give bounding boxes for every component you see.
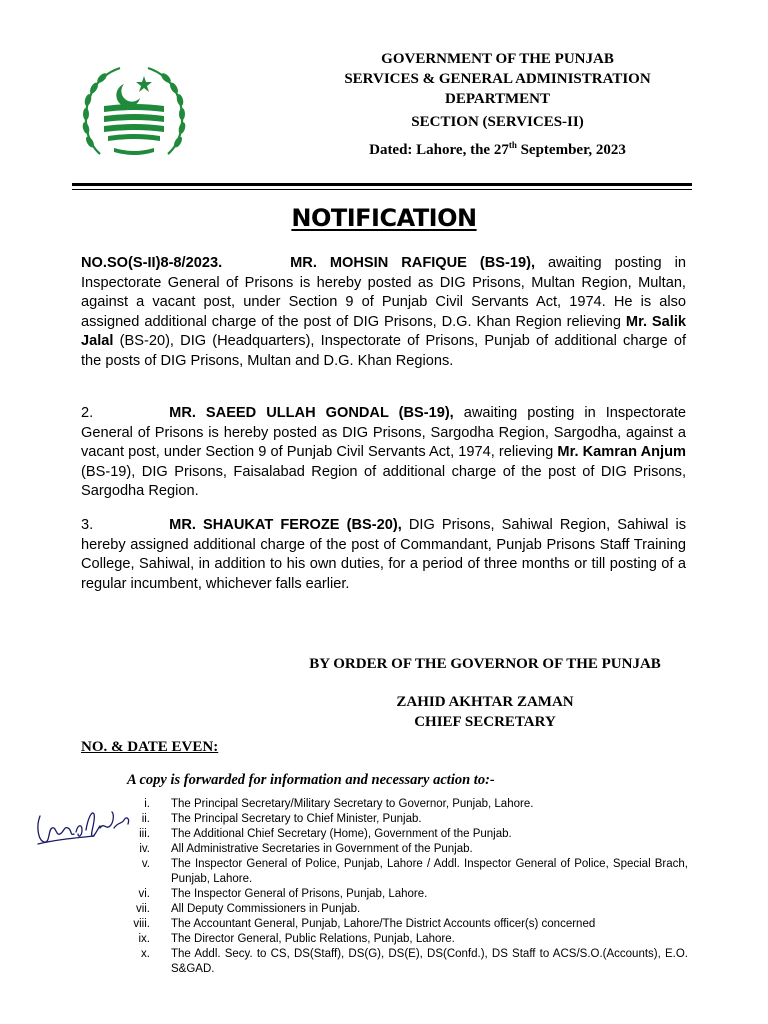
copy-list-number: vii. bbox=[135, 903, 150, 915]
copy-list-number: ii. bbox=[141, 813, 150, 825]
signatory-title: CHIEF SECRETARY bbox=[414, 714, 556, 730]
copy-list-number: v. bbox=[141, 858, 150, 870]
officer-name: MR. MOHSIN RAFIQUE (BS-19), bbox=[290, 255, 536, 271]
officer-name: MR. SAEED ULLAH GONDAL (BS-19), bbox=[169, 405, 454, 421]
notification-number: NO.SO(S-II)8-8/2023. bbox=[81, 255, 223, 271]
section-name: SECTION (SERVICES-II) bbox=[411, 114, 584, 130]
copy-list-text: The Director General, Public Relations, Punjab, Lahore. bbox=[171, 933, 455, 945]
paragraph-2: 2. MR. SAEED ULLAH GONDAL (BS-19), awaiting posting in Inspectorate General of Prisons is hereby posted as DIG Prisons, Sargodha Region, Sargodha, against a vacant post, under Section 9 of Punjab Civil Servants Act, 1974, relieving Mr. Kamran Anjum (BS-19), DIG Prisons, Faisalabad Region of additional charge of the post of DIG Prisons, Sargodha Region. bbox=[81, 405, 687, 499]
copy-list-text: All Deputy Commissioners in Punjab. bbox=[171, 903, 361, 915]
header-services: SERVICES & GENERAL ADMINISTRATION bbox=[344, 71, 651, 87]
header-rule-thin bbox=[72, 189, 692, 190]
copy-list-item bbox=[118, 797, 688, 812]
copy-list-text: The Inspector General of Prisons, Punjab, Lahore. bbox=[171, 888, 428, 900]
order-line: BY ORDER OF THE GOVERNOR OF THE PUNJAB bbox=[309, 656, 661, 672]
copy-list-number: vi. bbox=[138, 888, 150, 900]
copy-list-text: The Additional Chief Secretary (Home), Government of the Punjab. bbox=[171, 828, 512, 840]
number-date-even: NO. & DATE EVEN: bbox=[81, 739, 219, 755]
copy-list-text: The Principal Secretary/Military Secretary to Governor, Punjab, Lahore. bbox=[171, 798, 534, 810]
signatory-name: ZAHID AKHTAR ZAMAN bbox=[396, 694, 574, 710]
header-government: GOVERNMENT OF THE PUNJAB bbox=[381, 51, 614, 67]
copy-list-text: The Inspector General of Police, Punjab, Lahore / Addl. Inspector General of Police, Special Brach, Punjab, Lahore. bbox=[171, 858, 688, 885]
paragraph-number: 2. bbox=[81, 405, 94, 421]
relieved-officer-name: Mr. Kamran Anjum bbox=[557, 444, 686, 460]
copy-list-item bbox=[118, 902, 688, 917]
punjab-government-emblem bbox=[80, 62, 188, 168]
copy-list-number: viii. bbox=[133, 918, 150, 930]
copy-list-item bbox=[118, 812, 688, 827]
copy-list-item bbox=[118, 842, 688, 857]
paragraph-1: NO.SO(S-II)8-8/2023. MR. MOHSIN RAFIQUE (BS-19), awaiting posting in Inspectorate General of Prisons is hereby posted as DIG Prisons, Multan Region, Multan, against a vacant post, under Section 9 of Punjab Civil Servants Act, 1974. He is also assigned additional charge of the post of DIG Prisons, D.G. Khan Region relieving Mr. Salik Jalal (BS-20), DIG (Headquarters), Inspectorate of Prisons, Punjab of additional charge of the posts of DIG Prisons, Multan and D.G. Khan Regions. bbox=[81, 255, 686, 369]
notification-date: Dated: Lahore, the 27th September, 2023 bbox=[369, 140, 626, 158]
copy-list-number: ix. bbox=[138, 933, 150, 945]
copy-list-number: iii. bbox=[139, 828, 150, 840]
copy-list-text: The Principal Secretary to Chief Minister, Punjab. bbox=[171, 813, 422, 825]
copy-list-text: The Addl. Secy. to CS, DS(Staff), DS(G), DS(E), DS(Confd.), DS Staff to ACS/S.O.(Accounts), E.O. S&GAD. bbox=[171, 948, 688, 975]
copy-list-item bbox=[118, 932, 688, 947]
copy-list-number: iv. bbox=[139, 843, 150, 855]
relieved-officer-name: Mr. Salik Jalal bbox=[81, 313, 686, 349]
copy-distribution-list bbox=[118, 797, 688, 977]
copy-list-item bbox=[118, 827, 688, 842]
department-header bbox=[300, 49, 695, 109]
copy-forwarded-intro: A copy is forwarded for information and necessary action to:- bbox=[127, 772, 495, 788]
copy-list-item bbox=[118, 887, 688, 902]
paragraph-3: 3. MR. SHAUKAT FEROZE (BS-20), DIG Prisons, Sahiwal Region, Sahiwal is hereby assigned additional charge of the post of Commandant, Punjab Prisons Staff Training College, Sahiwal, in addition to his own duties, for a period of three months or till posting of a regular incumbent, whichever falls earlier. bbox=[81, 517, 686, 592]
copy-list-item bbox=[118, 917, 688, 932]
copy-list-number: x. bbox=[141, 948, 150, 960]
notification-title: NOTIFICATION bbox=[291, 204, 477, 232]
header-rule-thick bbox=[72, 183, 692, 186]
copy-list-item bbox=[118, 947, 688, 977]
paragraph-number: 3. bbox=[81, 517, 94, 533]
copy-list-text: All Administrative Secretaries in Government of the Punjab. bbox=[171, 843, 473, 855]
copy-list-number: i. bbox=[144, 798, 150, 810]
header-department: DEPARTMENT bbox=[444, 91, 551, 107]
copy-list-text: The Accountant General, Punjab, Lahore/The District Accounts officer(s) concerned bbox=[171, 918, 596, 930]
copy-list-item bbox=[118, 857, 688, 887]
officer-name: MR. SHAUKAT FEROZE (BS-20), bbox=[169, 517, 402, 533]
